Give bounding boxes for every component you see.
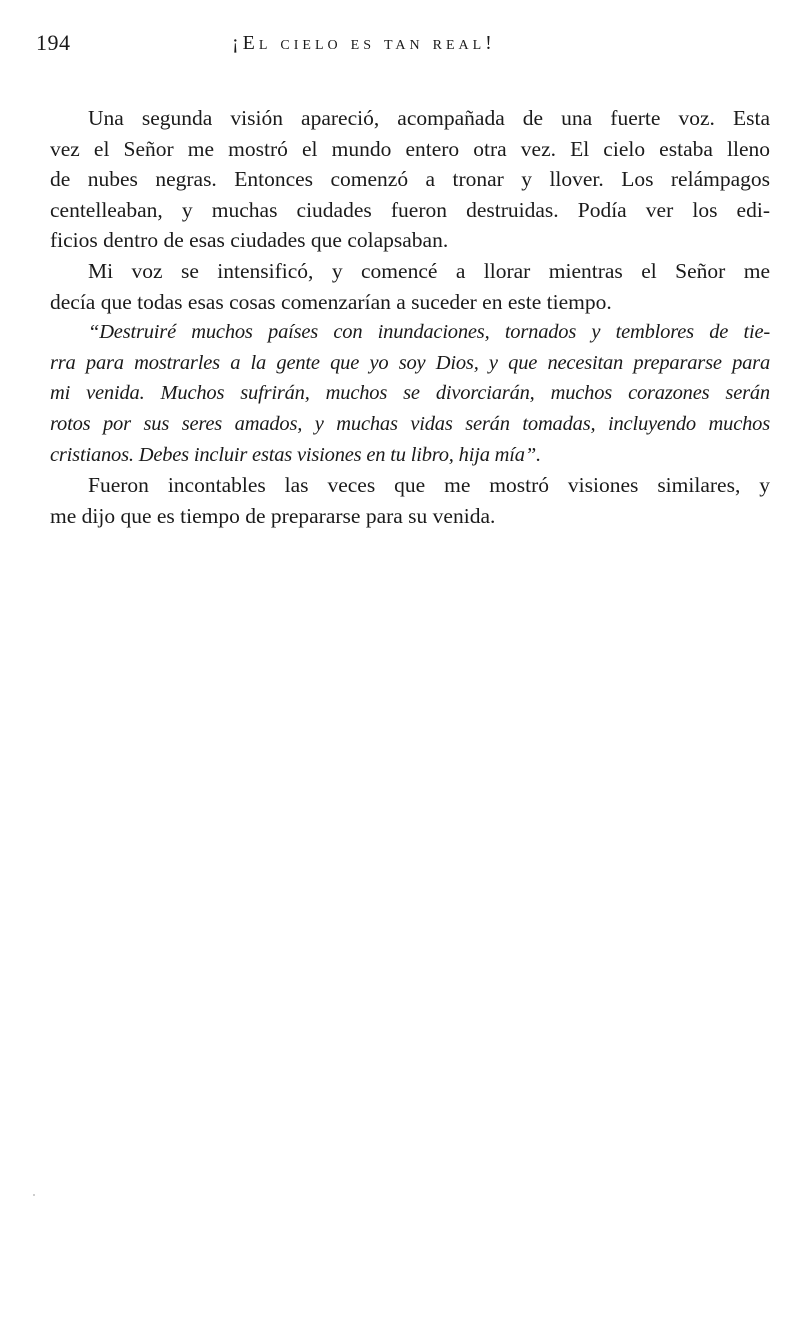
quote-line: rra para mostrarles a la gente que yo soy Dios, y que necesitan prepararse para — [50, 351, 770, 374]
text-line: Fueron incontables las veces que me mostró visiones similares, y — [88, 473, 770, 498]
text-line: centelleaban, y muchas ciudades fueron destruidas. Podía ver los edi- — [50, 197, 770, 222]
paragraph — [50, 103, 770, 256]
text-line: decía que todas esas cosas comenzarían a suceder en este tiempo. — [50, 289, 612, 314]
paragraph — [50, 256, 770, 317]
text-line: ficios dentro de esas ciudades que colapsaban. — [50, 228, 449, 253]
text-line: de nubes negras. Entonces comenzó a tronar y llover. Los relámpagos — [50, 167, 770, 192]
text-line: Mi voz se intensificó, y comencé a llorar mientras el Señor me — [88, 258, 770, 283]
running-head — [36, 30, 764, 60]
quote-line: “Destruiré muchos países con inundaciones, tornados y temblores de tie- — [88, 321, 770, 344]
text-line: vez el Señor me mostró el mundo entero otra vez. El cielo estaba lleno — [50, 136, 770, 161]
running-title: ¡El cielo es tan real! — [232, 32, 496, 54]
scan-speck — [33, 1194, 35, 1196]
quote-paragraph — [50, 317, 770, 470]
quote-line: mi venida. Muchos sufrirán, muchos se divorciarán, muchos corazones serán — [50, 382, 770, 405]
body-text — [50, 103, 770, 531]
paragraph — [50, 470, 770, 531]
quote-line: rotos por sus seres amados, y muchas vidas serán tomadas, incluyendo muchos — [50, 412, 770, 435]
text-line: me dijo que es tiempo de prepararse para su venida. — [50, 503, 496, 528]
page-number: 194 — [36, 30, 71, 55]
text-line: Una segunda visión apareció, acompañada de una fuerte voz. Esta — [88, 106, 770, 130]
quote-line: cristianos. Debes incluir estas visiones en tu libro, hija mía”. — [50, 443, 541, 466]
